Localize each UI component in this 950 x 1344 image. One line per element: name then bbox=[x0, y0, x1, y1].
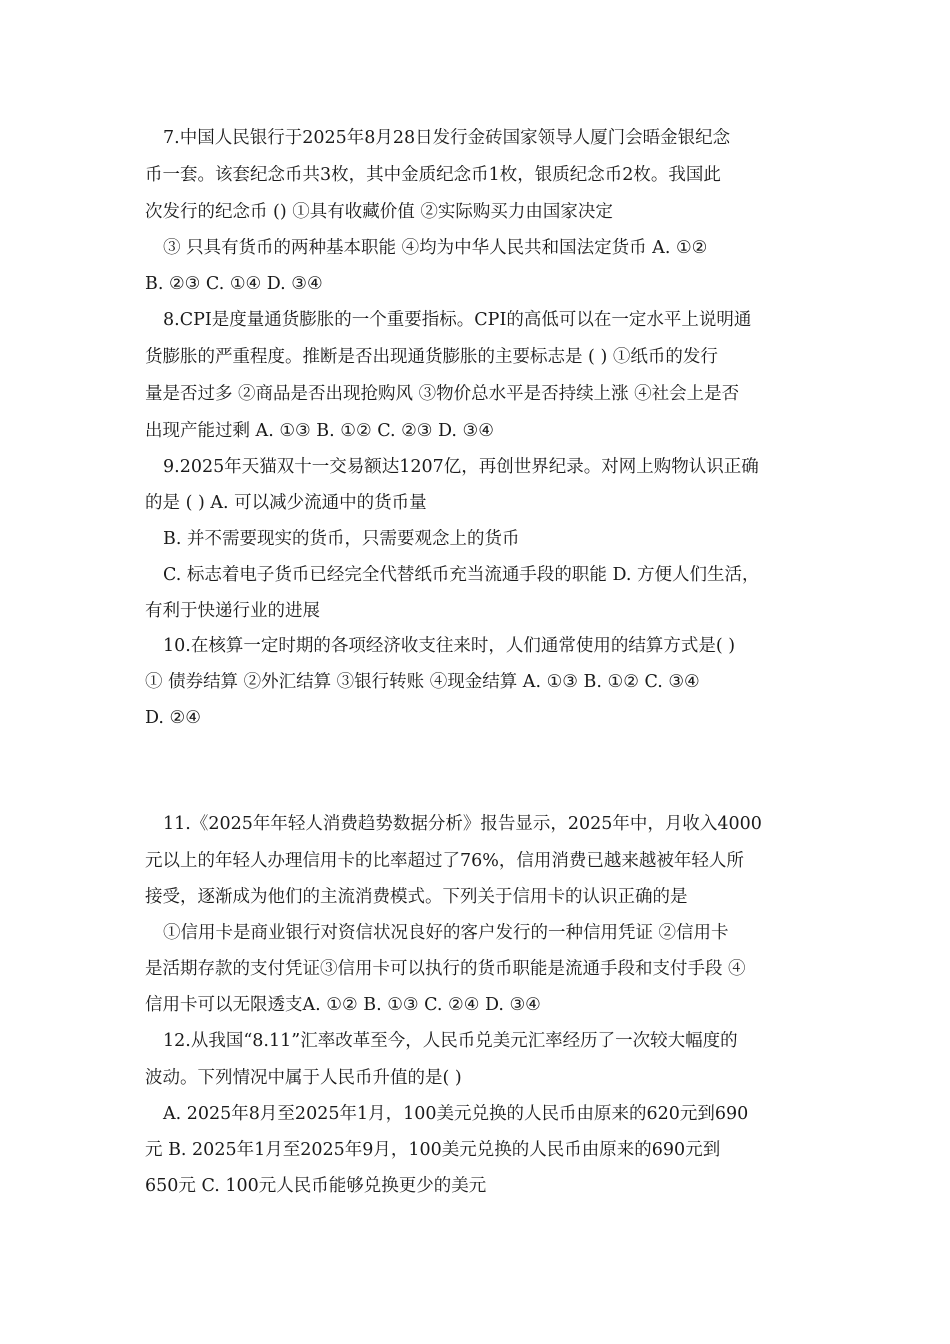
q12-line-4: 元 B. 2025年1月至2025年9月，100美元兑换的人民币由原来的690元到 bbox=[145, 1140, 721, 1160]
q12-line-3: A. 2025年8月至2025年1月，100美元兑换的人民币由原来的620元到690 bbox=[163, 1104, 749, 1124]
q11-line-3: 接受，逐渐成为他们的主流消费模式。下列关于信用卡的认识正确的是 bbox=[145, 887, 688, 907]
q11-line-5: 是活期存款的支付凭证③信用卡可以执行的货币职能是流通手段和支付手段 ④ bbox=[145, 959, 746, 979]
q10-line-3: D. ②④ bbox=[145, 708, 201, 728]
q8-line-2: 货膨胀的严重程度。推断是否出现通货膨胀的主要标志是 ( ) ①纸币的发行 bbox=[145, 347, 718, 367]
q9-line-2: 的是 ( ) A. 可以减少流通中的货币量 bbox=[145, 493, 427, 513]
q10-line-1: 10.在核算一定时期的各项经济收支往来时，人们通常使用的结算方式是( ) bbox=[163, 636, 736, 656]
q11-line-4: ①信用卡是商业银行对资信状况良好的客户发行的一种信用凭证 ②信用卡 bbox=[163, 923, 729, 943]
q8-line-1: 8.CPI是度量通货膨胀的一个重要指标。CPI的高低可以在一定水平上说明通 bbox=[163, 310, 752, 330]
q9-line-5: 有利于快递行业的进展 bbox=[145, 601, 320, 621]
q9-line-4: C. 标志着电子货币已经完全代替纸币充当流通手段的职能 D. 方便人们生活， bbox=[163, 565, 760, 585]
q11-line-6: 信用卡可以无限透支A. ①② B. ①③ C. ②④ D. ③④ bbox=[145, 995, 541, 1015]
q7-line-3: 次发行的纪念币 () ①具有收藏价值 ②实际购买力由国家决定 bbox=[145, 202, 613, 222]
q12-line-5: 650元 C. 100元人民币能够兑换更少的美元 bbox=[145, 1176, 487, 1196]
q8-line-4: 出现产能过剩 A. ①③ B. ①② C. ②③ D. ③④ bbox=[145, 421, 494, 441]
q12-line-2: 波动。下列情况中属于人民币升值的是( ) bbox=[145, 1068, 462, 1088]
q7-line-1: 7.中国人民银行于2025年8月28日发行金砖国家领导人厦门会晤金银纪念 bbox=[163, 128, 731, 148]
q11-line-1: 11.《2025年年轻人消费趋势数据分析》报告显示，2025年中，月收入4000 bbox=[163, 814, 762, 834]
q12-line-1: 12.从我国“8.11”汇率改革至今，人民币兑美元汇率经历了一次较大幅度的 bbox=[163, 1031, 738, 1051]
q7-line-4: ③ 只具有货币的两种基本职能 ④均为中华人民共和国法定货币 A. ①② bbox=[163, 238, 708, 258]
q9-line-1: 9.2025年天猫双十一交易额达1207亿，再创世界纪录。对网上购物认识正确 bbox=[163, 457, 759, 477]
q10-line-2: ① 债券结算 ②外汇结算 ③银行转账 ④现金结算 A. ①③ B. ①② C. ③④ bbox=[145, 672, 700, 692]
q8-line-3: 量是否过多 ②商品是否出现抢购风 ③物价总水平是否持续上涨 ④社会上是否 bbox=[145, 384, 740, 404]
q7-line-5: B. ②③ C. ①④ D. ③④ bbox=[145, 274, 323, 294]
q9-line-3: B. 并不需要现实的货币，只需要观念上的货币 bbox=[163, 529, 520, 549]
q11-line-2: 元以上的年轻人办理信用卡的比率超过了76%，信用消费已越来越被年轻人所 bbox=[145, 851, 744, 871]
q7-line-2: 币一套。该套纪念币共3枚，其中金质纪念币1枚，银质纪念币2枚。我国此 bbox=[145, 165, 721, 185]
